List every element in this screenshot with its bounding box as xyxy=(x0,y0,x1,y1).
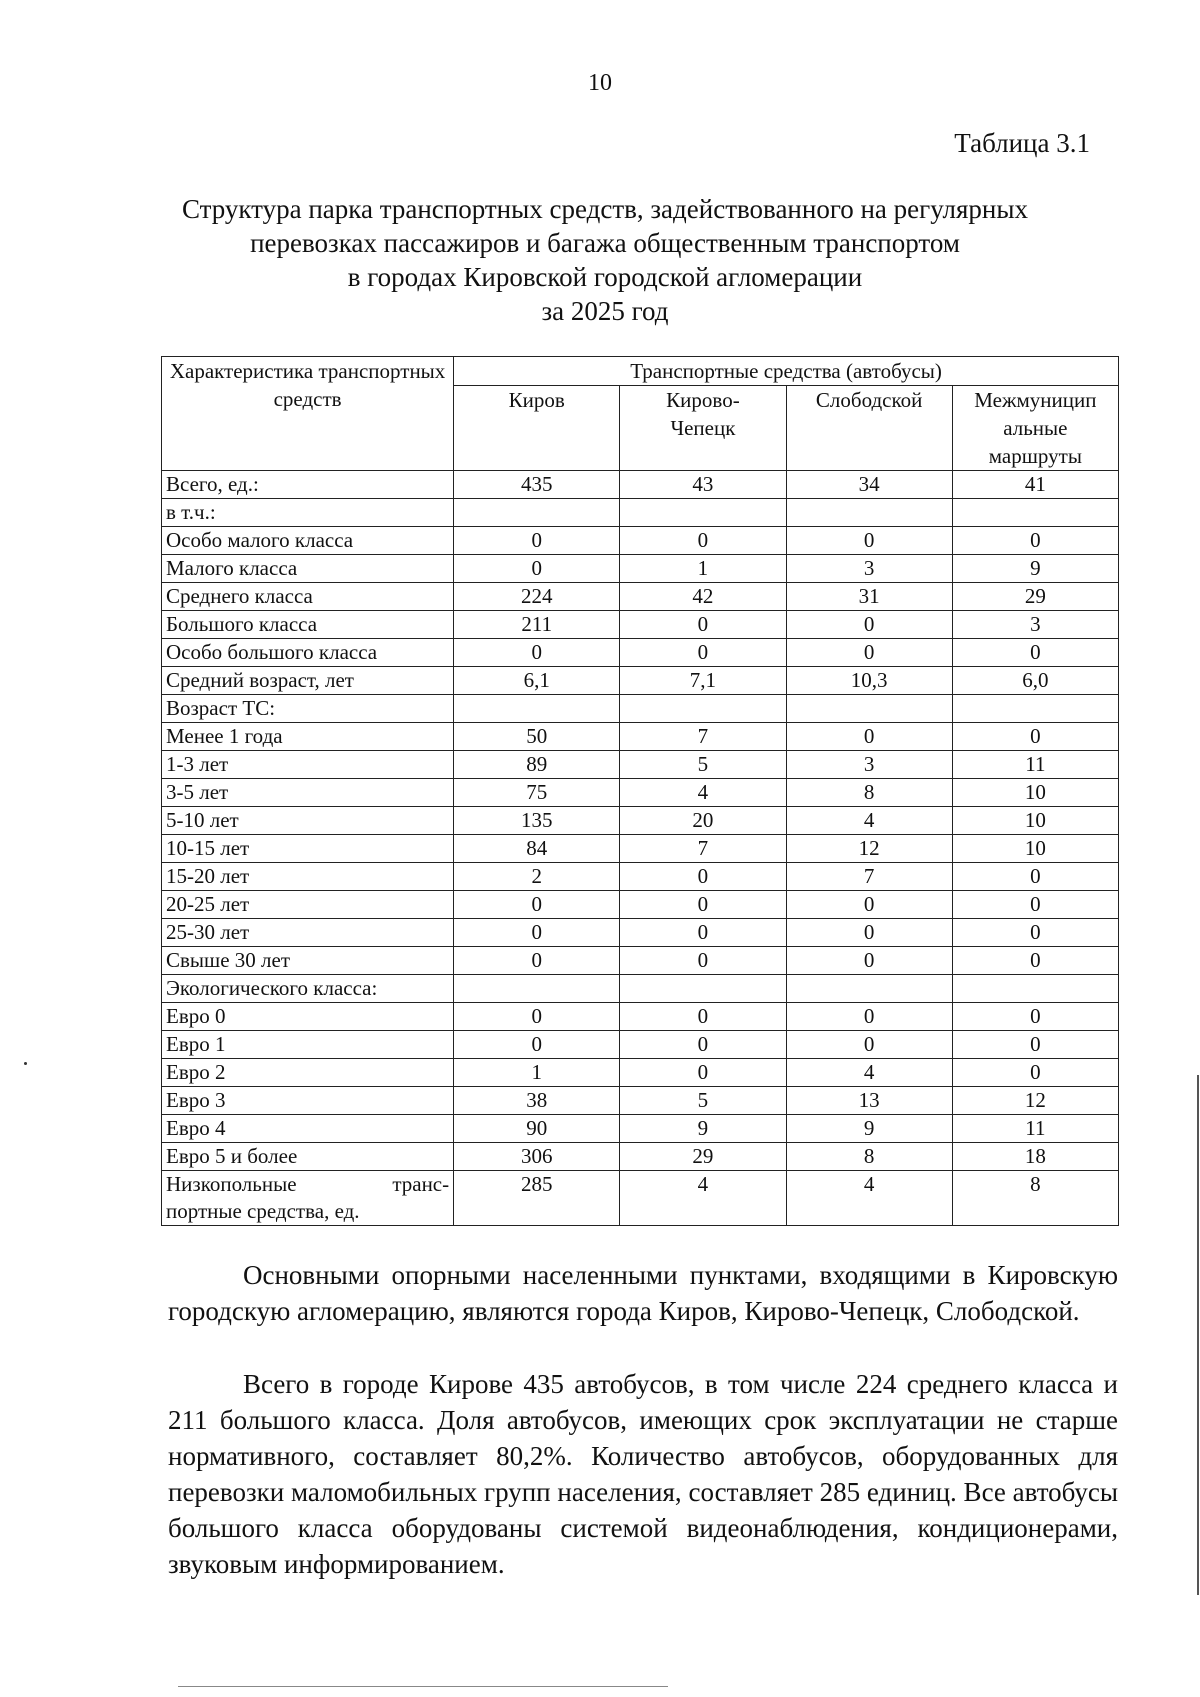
fleet-structure-table xyxy=(161,356,1119,1226)
table-cell: 0 xyxy=(454,891,620,919)
table-cell: 75 xyxy=(454,779,620,807)
table-row xyxy=(162,947,1119,975)
table-cell: 135 xyxy=(454,807,620,835)
table-cell: 0 xyxy=(786,611,952,639)
table-cell: 0 xyxy=(454,527,620,555)
table-cell: 6,0 xyxy=(952,667,1118,695)
table-cell: 0 xyxy=(454,1031,620,1059)
row-label: Средний возраст, лет xyxy=(162,667,454,695)
scan-edge-line xyxy=(1197,1075,1199,1595)
table-row xyxy=(162,555,1119,583)
table-cell xyxy=(454,695,620,723)
table-cell: 0 xyxy=(786,1003,952,1031)
table-cell: 84 xyxy=(454,835,620,863)
row-label: 20-25 лет xyxy=(162,891,454,919)
table-cell: 0 xyxy=(952,527,1118,555)
table-cell: 0 xyxy=(620,639,786,667)
table-cell: 5 xyxy=(620,751,786,779)
row-label: Евро 0 xyxy=(162,1003,454,1031)
row-label: Евро 3 xyxy=(162,1087,454,1115)
table-cell: 0 xyxy=(620,1003,786,1031)
row-label: 10-15 лет xyxy=(162,835,454,863)
table-cell: 29 xyxy=(620,1143,786,1171)
table-cell xyxy=(952,695,1118,723)
table-cell: 10 xyxy=(952,779,1118,807)
table-row xyxy=(162,527,1119,555)
caption-line: в городах Кировской городской агломерации xyxy=(347,262,863,292)
table-cell: 211 xyxy=(454,611,620,639)
table-cell: 50 xyxy=(454,723,620,751)
table-cell: 8 xyxy=(786,1143,952,1171)
table-cell: 0 xyxy=(786,891,952,919)
column-header: Межмуницип альные маршруты xyxy=(952,386,1118,471)
table-cell: 10,3 xyxy=(786,667,952,695)
table-cell: 10 xyxy=(952,835,1118,863)
row-label: Евро 5 и более xyxy=(162,1143,454,1171)
row-label: Среднего класса xyxy=(162,583,454,611)
table-cell: 0 xyxy=(786,947,952,975)
table-row xyxy=(162,723,1119,751)
table-cell xyxy=(786,975,952,1003)
table-cell: 306 xyxy=(454,1143,620,1171)
table-row xyxy=(162,583,1119,611)
table-cell: 4 xyxy=(786,1059,952,1087)
table-cell: 43 xyxy=(620,471,786,499)
table-caption xyxy=(160,192,1050,328)
header-characteristic: Характеристика транспортных средств xyxy=(162,357,454,471)
table-cell: 90 xyxy=(454,1115,620,1143)
row-label: Особо малого класса xyxy=(162,527,454,555)
row-label: Всего, ед.: xyxy=(162,471,454,499)
row-label-line: портные средства, ед. xyxy=(166,1199,360,1223)
paragraph xyxy=(168,1366,1118,1582)
column-header: Слободской xyxy=(786,386,952,471)
table-cell: 0 xyxy=(786,527,952,555)
page-number: 10 xyxy=(588,70,612,96)
table-cell: 7 xyxy=(620,835,786,863)
row-label: Особо большого класса xyxy=(162,639,454,667)
table-cell xyxy=(620,975,786,1003)
row-label: Экологического класса: xyxy=(162,975,454,1003)
table-cell: 0 xyxy=(620,611,786,639)
table-cell: 0 xyxy=(620,863,786,891)
table-cell: 0 xyxy=(454,639,620,667)
row-label: 25-30 лет xyxy=(162,919,454,947)
paragraph xyxy=(168,1257,1118,1329)
table-cell: 0 xyxy=(454,1003,620,1031)
table-cell: 0 xyxy=(620,891,786,919)
table-cell: 0 xyxy=(620,947,786,975)
row-label: Малого класса xyxy=(162,555,454,583)
table-cell: 11 xyxy=(952,1115,1118,1143)
row-label: Большого класса xyxy=(162,611,454,639)
table-cell xyxy=(454,975,620,1003)
row-label: 1-3 лет xyxy=(162,751,454,779)
paragraph-text: Всего в городе Кирове 435 автобусов, в том числе 224 среднего класса и 211 большого класса. Доля автобусов, имеющих срок эксплуатации не старше нормативного, составляет 80,2%. Количество автобусов, оборудованных для перевозки маломобильных групп населения, составляет 285 единиц. Все автобусы большого класса оборудованы системой видеонаблюдения, кондиционерами, звуковым информированием. xyxy=(168,1369,1118,1579)
table-row xyxy=(162,1087,1119,1115)
table-row xyxy=(162,975,1119,1003)
table-cell: 8 xyxy=(952,1171,1118,1226)
table-cell: 29 xyxy=(952,583,1118,611)
table-cell: 34 xyxy=(786,471,952,499)
row-label: 5-10 лет xyxy=(162,807,454,835)
table-cell: 224 xyxy=(454,583,620,611)
table-cell xyxy=(786,499,952,527)
table-cell xyxy=(952,499,1118,527)
scan-speck xyxy=(24,1062,27,1065)
table-cell: 0 xyxy=(952,723,1118,751)
table-row xyxy=(162,807,1119,835)
row-label: Свыше 30 лет xyxy=(162,947,454,975)
table-row xyxy=(162,639,1119,667)
table-row xyxy=(162,919,1119,947)
table-cell: 7,1 xyxy=(620,667,786,695)
table-cell: 11 xyxy=(952,751,1118,779)
table-cell: 0 xyxy=(952,1059,1118,1087)
column-header: Киров xyxy=(454,386,620,471)
row-label-word: Низкопольные xyxy=(166,1172,297,1196)
table-row xyxy=(162,863,1119,891)
table-cell: 0 xyxy=(454,947,620,975)
table-cell: 4 xyxy=(620,779,786,807)
table-cell: 0 xyxy=(952,1003,1118,1031)
footer-rule xyxy=(178,1686,668,1687)
table-cell: 285 xyxy=(454,1171,620,1226)
table-cell: 9 xyxy=(786,1115,952,1143)
table-row xyxy=(162,471,1119,499)
table-row xyxy=(162,499,1119,527)
table-cell: 0 xyxy=(454,919,620,947)
table-cell: 0 xyxy=(952,639,1118,667)
table-cell: 7 xyxy=(620,723,786,751)
paragraph-text: Основными опорными населенными пунктами, входящими в Кировскую городскую агломерацию, являются города Киров, Кирово-Чепецк, Слободской. xyxy=(168,1260,1118,1326)
caption-line: перевозках пассажиров и багажа общественным транспортом xyxy=(250,228,960,258)
table-row xyxy=(162,779,1119,807)
table-cell xyxy=(952,975,1118,1003)
row-label: Евро 4 xyxy=(162,1115,454,1143)
table-cell: 3 xyxy=(786,751,952,779)
table-cell: 0 xyxy=(952,1031,1118,1059)
table-cell: 8 xyxy=(786,779,952,807)
row-label: Возраст ТС: xyxy=(162,695,454,723)
table-row xyxy=(162,1115,1119,1143)
table-cell: 4 xyxy=(620,1171,786,1226)
table-cell: 0 xyxy=(786,1031,952,1059)
table-row xyxy=(162,835,1119,863)
table-cell xyxy=(620,499,786,527)
row-label-line xyxy=(166,1171,449,1198)
row-label: Менее 1 года xyxy=(162,723,454,751)
table-row xyxy=(162,1031,1119,1059)
table-cell: 0 xyxy=(952,863,1118,891)
table-cell xyxy=(454,499,620,527)
table-row xyxy=(162,1059,1119,1087)
table-cell: 13 xyxy=(786,1087,952,1115)
table-cell: 3 xyxy=(952,611,1118,639)
table-cell: 0 xyxy=(786,919,952,947)
table-cell: 0 xyxy=(952,891,1118,919)
table-cell: 41 xyxy=(952,471,1118,499)
table-cell: 31 xyxy=(786,583,952,611)
table-row xyxy=(162,695,1119,723)
row-label: Евро 2 xyxy=(162,1059,454,1087)
caption-line: за 2025 год xyxy=(541,296,669,326)
row-label xyxy=(162,1171,454,1226)
table-cell: 38 xyxy=(454,1087,620,1115)
row-label: Евро 1 xyxy=(162,1031,454,1059)
table-cell: 435 xyxy=(454,471,620,499)
table-cell: 0 xyxy=(786,723,952,751)
table-cell xyxy=(786,695,952,723)
table-cell: 4 xyxy=(786,807,952,835)
table-cell: 1 xyxy=(454,1059,620,1087)
table-row xyxy=(162,891,1119,919)
table-cell: 0 xyxy=(620,919,786,947)
table-cell: 9 xyxy=(952,555,1118,583)
table-cell: 0 xyxy=(952,947,1118,975)
table-row xyxy=(162,1143,1119,1171)
header-vehicle-group: Транспортные средства (автобусы) xyxy=(454,357,1119,386)
table-row xyxy=(162,667,1119,695)
table-cell: 7 xyxy=(786,863,952,891)
table-cell: 42 xyxy=(620,583,786,611)
table-cell: 18 xyxy=(952,1143,1118,1171)
table-cell: 10 xyxy=(952,807,1118,835)
caption-line: Структура парка транспортных средств, задействованного на регулярных xyxy=(181,194,1029,224)
table-cell: 0 xyxy=(620,1031,786,1059)
row-label: в т.ч.: xyxy=(162,499,454,527)
table-cell: 1 xyxy=(620,555,786,583)
column-header: Кирово- Чепецк xyxy=(620,386,786,471)
table-cell: 0 xyxy=(620,527,786,555)
table-row xyxy=(162,1171,1119,1226)
table-cell: 0 xyxy=(952,919,1118,947)
table-cell: 20 xyxy=(620,807,786,835)
table-row xyxy=(162,611,1119,639)
table-cell: 12 xyxy=(952,1087,1118,1115)
row-label: 15-20 лет xyxy=(162,863,454,891)
table-cell: 0 xyxy=(786,639,952,667)
row-label-word: транс- xyxy=(392,1172,450,1196)
table-row xyxy=(162,751,1119,779)
table-cell: 89 xyxy=(454,751,620,779)
table-label: Таблица 3.1 xyxy=(954,128,1090,158)
table-cell: 0 xyxy=(454,555,620,583)
table-cell: 0 xyxy=(620,1059,786,1087)
table-cell: 3 xyxy=(786,555,952,583)
table-cell: 6,1 xyxy=(454,667,620,695)
table-cell: 2 xyxy=(454,863,620,891)
row-label: 3-5 лет xyxy=(162,779,454,807)
table-cell: 9 xyxy=(620,1115,786,1143)
table-cell xyxy=(620,695,786,723)
table-row xyxy=(162,1003,1119,1031)
table-cell: 4 xyxy=(786,1171,952,1226)
table-cell: 12 xyxy=(786,835,952,863)
table-cell: 5 xyxy=(620,1087,786,1115)
